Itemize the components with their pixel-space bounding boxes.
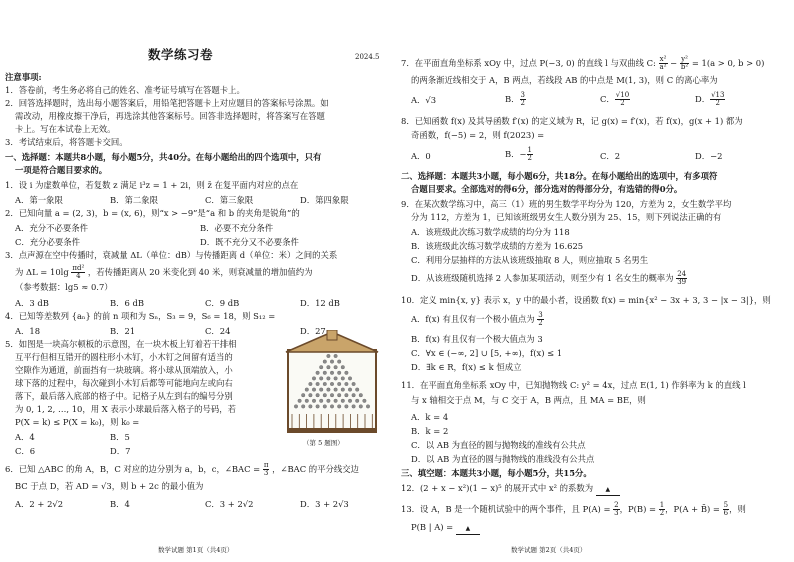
peg — [334, 365, 338, 369]
question-5: 5．如图是一块高尔顿板的示意图，在一块木板上钉着若干排相 — [5, 339, 237, 349]
note-line: 2．回答选择题时，选出每小题答案后，用铅笔把答题卡上对应题目的答案标号涂黑。如 — [5, 98, 329, 108]
q4-option-a: A．18 — [15, 326, 41, 336]
peg — [330, 405, 334, 409]
question-5: P(X = k) ≤ P(X = k₀)，则 k₀ = — [15, 417, 140, 427]
q2-option-b: B．必要不充分条件 — [200, 223, 274, 233]
q2-option-a: A．充分不必要条件 — [15, 223, 89, 233]
peg — [352, 382, 356, 386]
q11-option-b: B．k = 2 — [411, 426, 449, 436]
peg — [348, 399, 352, 403]
q10-option-d: D．∃k ∈ R，f(x) ≤ k 恒成立 — [411, 362, 522, 372]
peg — [309, 405, 313, 409]
q11-option-c: C．以 AB 为直径的圆与抛物线的准线有公共点 — [411, 440, 586, 450]
peg — [341, 377, 345, 381]
section-heading: 三、填空题：本题共3小题，每小题5分，共15分。 — [401, 468, 592, 478]
q4-option-d: D．27 — [300, 326, 326, 336]
fraction: $\frac{\text{πd²}}{4}$ — [72, 264, 85, 280]
peg — [341, 365, 345, 369]
q5-option-d: D．7 — [110, 446, 131, 456]
peg — [312, 399, 316, 403]
section-heading: 一、选择题：本题共8小题，每小题5分，共40分。在每小题给出的四个选项中，只有 — [5, 152, 322, 162]
q2-option-d: D．既不充分又不必要条件 — [200, 237, 299, 247]
page-footer: 数学试题 第2页（共4页） — [511, 546, 587, 554]
peg — [330, 360, 334, 364]
peg — [337, 405, 341, 409]
question-5: 球下落的过程中，每次碰到小木钉后都等可能地向左或向右 — [15, 378, 233, 388]
q10-option-b: B．f(x) 有且仅有一个极大值点为 3 — [411, 334, 543, 344]
note-line: 卡上。写在本试卷上无效。 — [15, 124, 116, 134]
question-6: BC 于点 D，若 AD = √3，则 b + 2c 的最小值为 — [15, 481, 204, 491]
question-6: 6．已知 △ABC 的角 A，B，C 对应的边分别为 a，b，c，∠BAC = $\frac{\pi}{3}$ ，∠BAC 的平分线交边 — [5, 461, 360, 477]
q2-option-c: C．充分必要条件 — [15, 237, 81, 247]
q4-option-b: B．21 — [110, 326, 136, 336]
peg — [319, 377, 323, 381]
q3-option-c: C．9 dB — [205, 298, 240, 308]
question-11: 与 x 轴相交于点 M，与 C 交于 A，B 两点，且 MA = BE，则 — [411, 395, 646, 405]
q6-option-d: D．3 + 2√3 — [300, 499, 349, 509]
q6-option-c: C．3 + 2√2 — [205, 499, 254, 509]
question-8: 8．已知函数 f(x) 及其导函数 f′(x) 的定义域为 R，记 g(x) = f′(x)，若 f(x)，g(x + 1) 都为 — [401, 116, 743, 126]
q8-option-a: A．0 — [411, 151, 431, 161]
section-heading: 合题目要求。全部选对的得6分，部分选对的得部分分，有选错的得0分。 — [411, 184, 683, 194]
question-3-formula: 为 ΔL = 10lg $\frac{\text{πd²}}{4}$ ，若传播距离从 20 米变化到 40 米，则衰减量的增加值约为 — [15, 264, 313, 280]
peg — [294, 405, 298, 409]
peg — [323, 393, 327, 397]
q1-option-c: C．第三象限 — [205, 195, 254, 205]
answer-blank[interactable]: ▲ — [456, 523, 480, 535]
question-5: 落下，最后落入底部的格子中。记格子从左到右的编号分别 — [15, 391, 233, 401]
galton-board-figure — [282, 330, 382, 438]
reference-data: （参考数据：lg5 ≈ 0.7） — [15, 282, 113, 292]
peg — [309, 393, 313, 397]
question-5: 互平行但相互错开的圆柱形小木钉，小木钉之间留有适当的 — [15, 352, 233, 362]
peg — [327, 354, 331, 358]
fraction: $\frac{\text{y²}}{\text{b²}}$ — [680, 55, 689, 71]
peg — [334, 354, 338, 358]
figure-caption: （第 5 题图） — [303, 439, 344, 447]
peg — [345, 382, 349, 386]
question-9: 9．在某次数学练习中，高三（1）班的男生数学平均分为 120，方差为 2，女生数学平均 — [401, 199, 732, 209]
peg — [359, 405, 363, 409]
peg — [345, 371, 349, 375]
peg — [319, 399, 323, 403]
peg — [316, 382, 320, 386]
peg — [341, 399, 345, 403]
question-7: 7．在平面直角坐标系 xOy 中，过点 P(−3, 0) 的直线 l 与双曲线 C: $\frac{\text{x²}}{\text{a²}}$ − $\frac{\text{y²}}{\text{b²}}$ = 1(a > 0, b > 0) — [401, 55, 765, 71]
question-5: 为 0, 1, 2, …, 10，用 X 表示小球最后落入格子的号码，若 — [15, 404, 237, 414]
q6-option-a: A．2 + 2√2 — [15, 499, 64, 509]
peg — [323, 382, 327, 386]
peg — [323, 360, 327, 364]
page-footer: 数学试题 第1页（共4页） — [158, 546, 234, 554]
peg — [305, 399, 309, 403]
q1-option-b: B．第二象限 — [110, 195, 159, 205]
q6-option-b: B．4 — [110, 499, 130, 509]
q8-option-c: C．2 — [600, 151, 621, 161]
q3-option-b: B．6 dB — [110, 298, 145, 308]
peg — [337, 382, 341, 386]
q7-option-b: B． $\frac{3}{2}$ — [505, 91, 525, 107]
q9-option-b: B．该班级此次练习数学成绩的方差为 16.625 — [411, 241, 584, 251]
q5-option-a: A．4 — [15, 432, 35, 442]
peg — [345, 393, 349, 397]
note-line: 需改动，用橡皮擦干净后，再选涂其他答案标号。回答非选择题时，将答案写在答题 — [15, 111, 325, 121]
q11-option-a: A．k = 4 — [411, 412, 449, 422]
peg — [316, 393, 320, 397]
peg — [319, 388, 323, 392]
page-title: 数学练习卷 — [148, 47, 214, 62]
answer-blank[interactable]: ▲ — [596, 484, 620, 496]
peg — [323, 371, 327, 375]
question-12: 12．(2 + x − x²)(1 − x)⁵ 的展开式中 x² 的系数为 ▲ — [401, 483, 620, 496]
question-9: 分为 112，方差为 1，已知该班级男女生人数分别为 25、15，则下列说法正确的有 — [411, 212, 722, 222]
section-heading: 一项是符合题目要求的。 — [15, 165, 108, 175]
question-11: 11．在平面直角坐标系 xOy 中，已知抛物线 C: y² = 4x，过点 E(1, 1) 作斜率为 k 的直线 l — [401, 380, 746, 390]
peg — [312, 388, 316, 392]
question-7: 的两条渐近线相交于 A，B 两点，若线段 AB 的中点是 M(1, 3)，则 C 的离心率为 — [411, 75, 718, 85]
question-3: 3．点声源在空中传播时，衰减量 ΔL（单位：dB）与传播距离 d（单位：米）之间的关系 — [5, 250, 338, 260]
peg — [337, 360, 341, 364]
question-10: 10．定义 min{x, y} 表示 x，y 中的最小者，设函数 f(x) = min{x² − 3x + 3, 3 − |x − 3|}，则 — [401, 295, 771, 305]
exam-date: 2024.5 — [355, 53, 380, 61]
fraction: $\frac{\text{x²}}{\text{a²}}$ — [659, 55, 667, 71]
note-line: 3．考试结束后，将答题卡交回。 — [5, 137, 128, 147]
peg — [348, 388, 352, 392]
question-13: P(B | A) = ▲ — [411, 522, 480, 535]
peg — [327, 399, 331, 403]
q7-option-c: C． $\frac{√10}{2}$ — [600, 91, 630, 107]
peg — [352, 393, 356, 397]
question-4: 4．已知等差数列 {aₙ} 的前 n 项和为 Sₙ，S₃ = 9，S₆ = 18，则 S₁₂ = — [5, 311, 276, 321]
peg — [323, 405, 327, 409]
peg — [312, 377, 316, 381]
q8-option-b: B．− $\frac{1}{2}$ — [505, 146, 533, 162]
q1-option-a: A．第一象限 — [15, 195, 63, 205]
peg — [309, 382, 313, 386]
q10-option-c: C．∀x ∈ (−∞, 2] ∪ [5, +∞)，f(x) ≤ 1 — [411, 348, 563, 358]
peg — [334, 377, 338, 381]
question-5: 空隙作为通道，前面挡有一块玻璃。将小球从顶端放入，小 — [15, 365, 233, 375]
peg — [301, 405, 305, 409]
note-line: 1．答卷前，考生务必将自己的姓名、准考证号填写在答题卡上。 — [5, 85, 245, 95]
peg — [330, 393, 334, 397]
peg — [337, 393, 341, 397]
q8-option-d: D．−2 — [695, 151, 723, 161]
section-heading: 二、选择题：本题共3小题，每小题6分，共18分。在每小题给出的选项中，有多项符 — [401, 171, 718, 181]
peg — [305, 388, 309, 392]
q5-option-b: B．5 — [110, 432, 130, 442]
q7-option-a: A．√3 — [411, 95, 437, 105]
q9-option-a: A．该班级此次练习数学成绩的均分为 118 — [411, 227, 570, 237]
q9-option-c: C．利用分层抽样的方法从该班级抽取 8 人，则应抽取 5 名男生 — [411, 255, 649, 265]
peg — [316, 405, 320, 409]
notes-header: 注意事项: — [5, 72, 42, 82]
q4-option-c: C．24 — [205, 326, 231, 336]
q3-option-d: D．12 dB — [300, 298, 340, 308]
question-2: 2．已知向量 a = (2, 3)，b = (x, 6)，则“x > −9”是“a 和 b 的夹角是锐角”的 — [5, 208, 300, 218]
q5-option-c: C．6 — [15, 446, 36, 456]
peg — [355, 388, 359, 392]
peg — [359, 393, 363, 397]
peg — [348, 377, 352, 381]
q10-option-a: A．f(x) 有且仅有一个极小值点为 $\frac{3}{2}$ — [411, 311, 543, 327]
q11-option-d: D．以 AB 为直径的圆与抛物线的准线没有公共点 — [411, 454, 595, 464]
peg — [337, 371, 341, 375]
q1-option-d: D．第四象限 — [300, 195, 349, 205]
peg — [327, 365, 331, 369]
q9-option-d: D．从该班级随机选择 2 人参加某项活动，则至少有 1 名女生的概率为 $\frac{24}{39}$ — [411, 270, 687, 286]
peg — [330, 382, 334, 386]
peg — [298, 399, 302, 403]
question-8: 奇函数，f(−5) = 2，则 f(2023) = — [411, 130, 545, 140]
q7-option-d: D． $\frac{√13}{2}$ — [695, 91, 725, 107]
peg — [334, 399, 338, 403]
peg — [341, 388, 345, 392]
fraction: $\frac{\pi}{3}$ — [263, 461, 269, 477]
peg — [319, 365, 323, 369]
peg — [345, 405, 349, 409]
question-1: 1．设 i 为虚数单位，若复数 z 满足 i³z = 1 + 2i，则 z̄ 在复平面内对应的点在 — [5, 180, 299, 190]
peg — [327, 388, 331, 392]
peg — [352, 405, 356, 409]
peg — [327, 377, 331, 381]
peg — [366, 405, 370, 409]
peg — [330, 371, 334, 375]
right-page — [397, 0, 794, 562]
q3-option-a: A．3 dB — [15, 298, 49, 308]
peg — [301, 393, 305, 397]
question-13: 13．设 A，B 是一个随机试验中的两个事件，且 P(A) = $\frac{2}{3}$ ，P(B) = $\frac{1}{2}$ ，P(A + B̄) = $\frac{5}{6}$ ，则 — [401, 501, 746, 517]
peg — [363, 399, 367, 403]
peg — [316, 371, 320, 375]
peg — [334, 388, 338, 392]
peg — [355, 399, 359, 403]
